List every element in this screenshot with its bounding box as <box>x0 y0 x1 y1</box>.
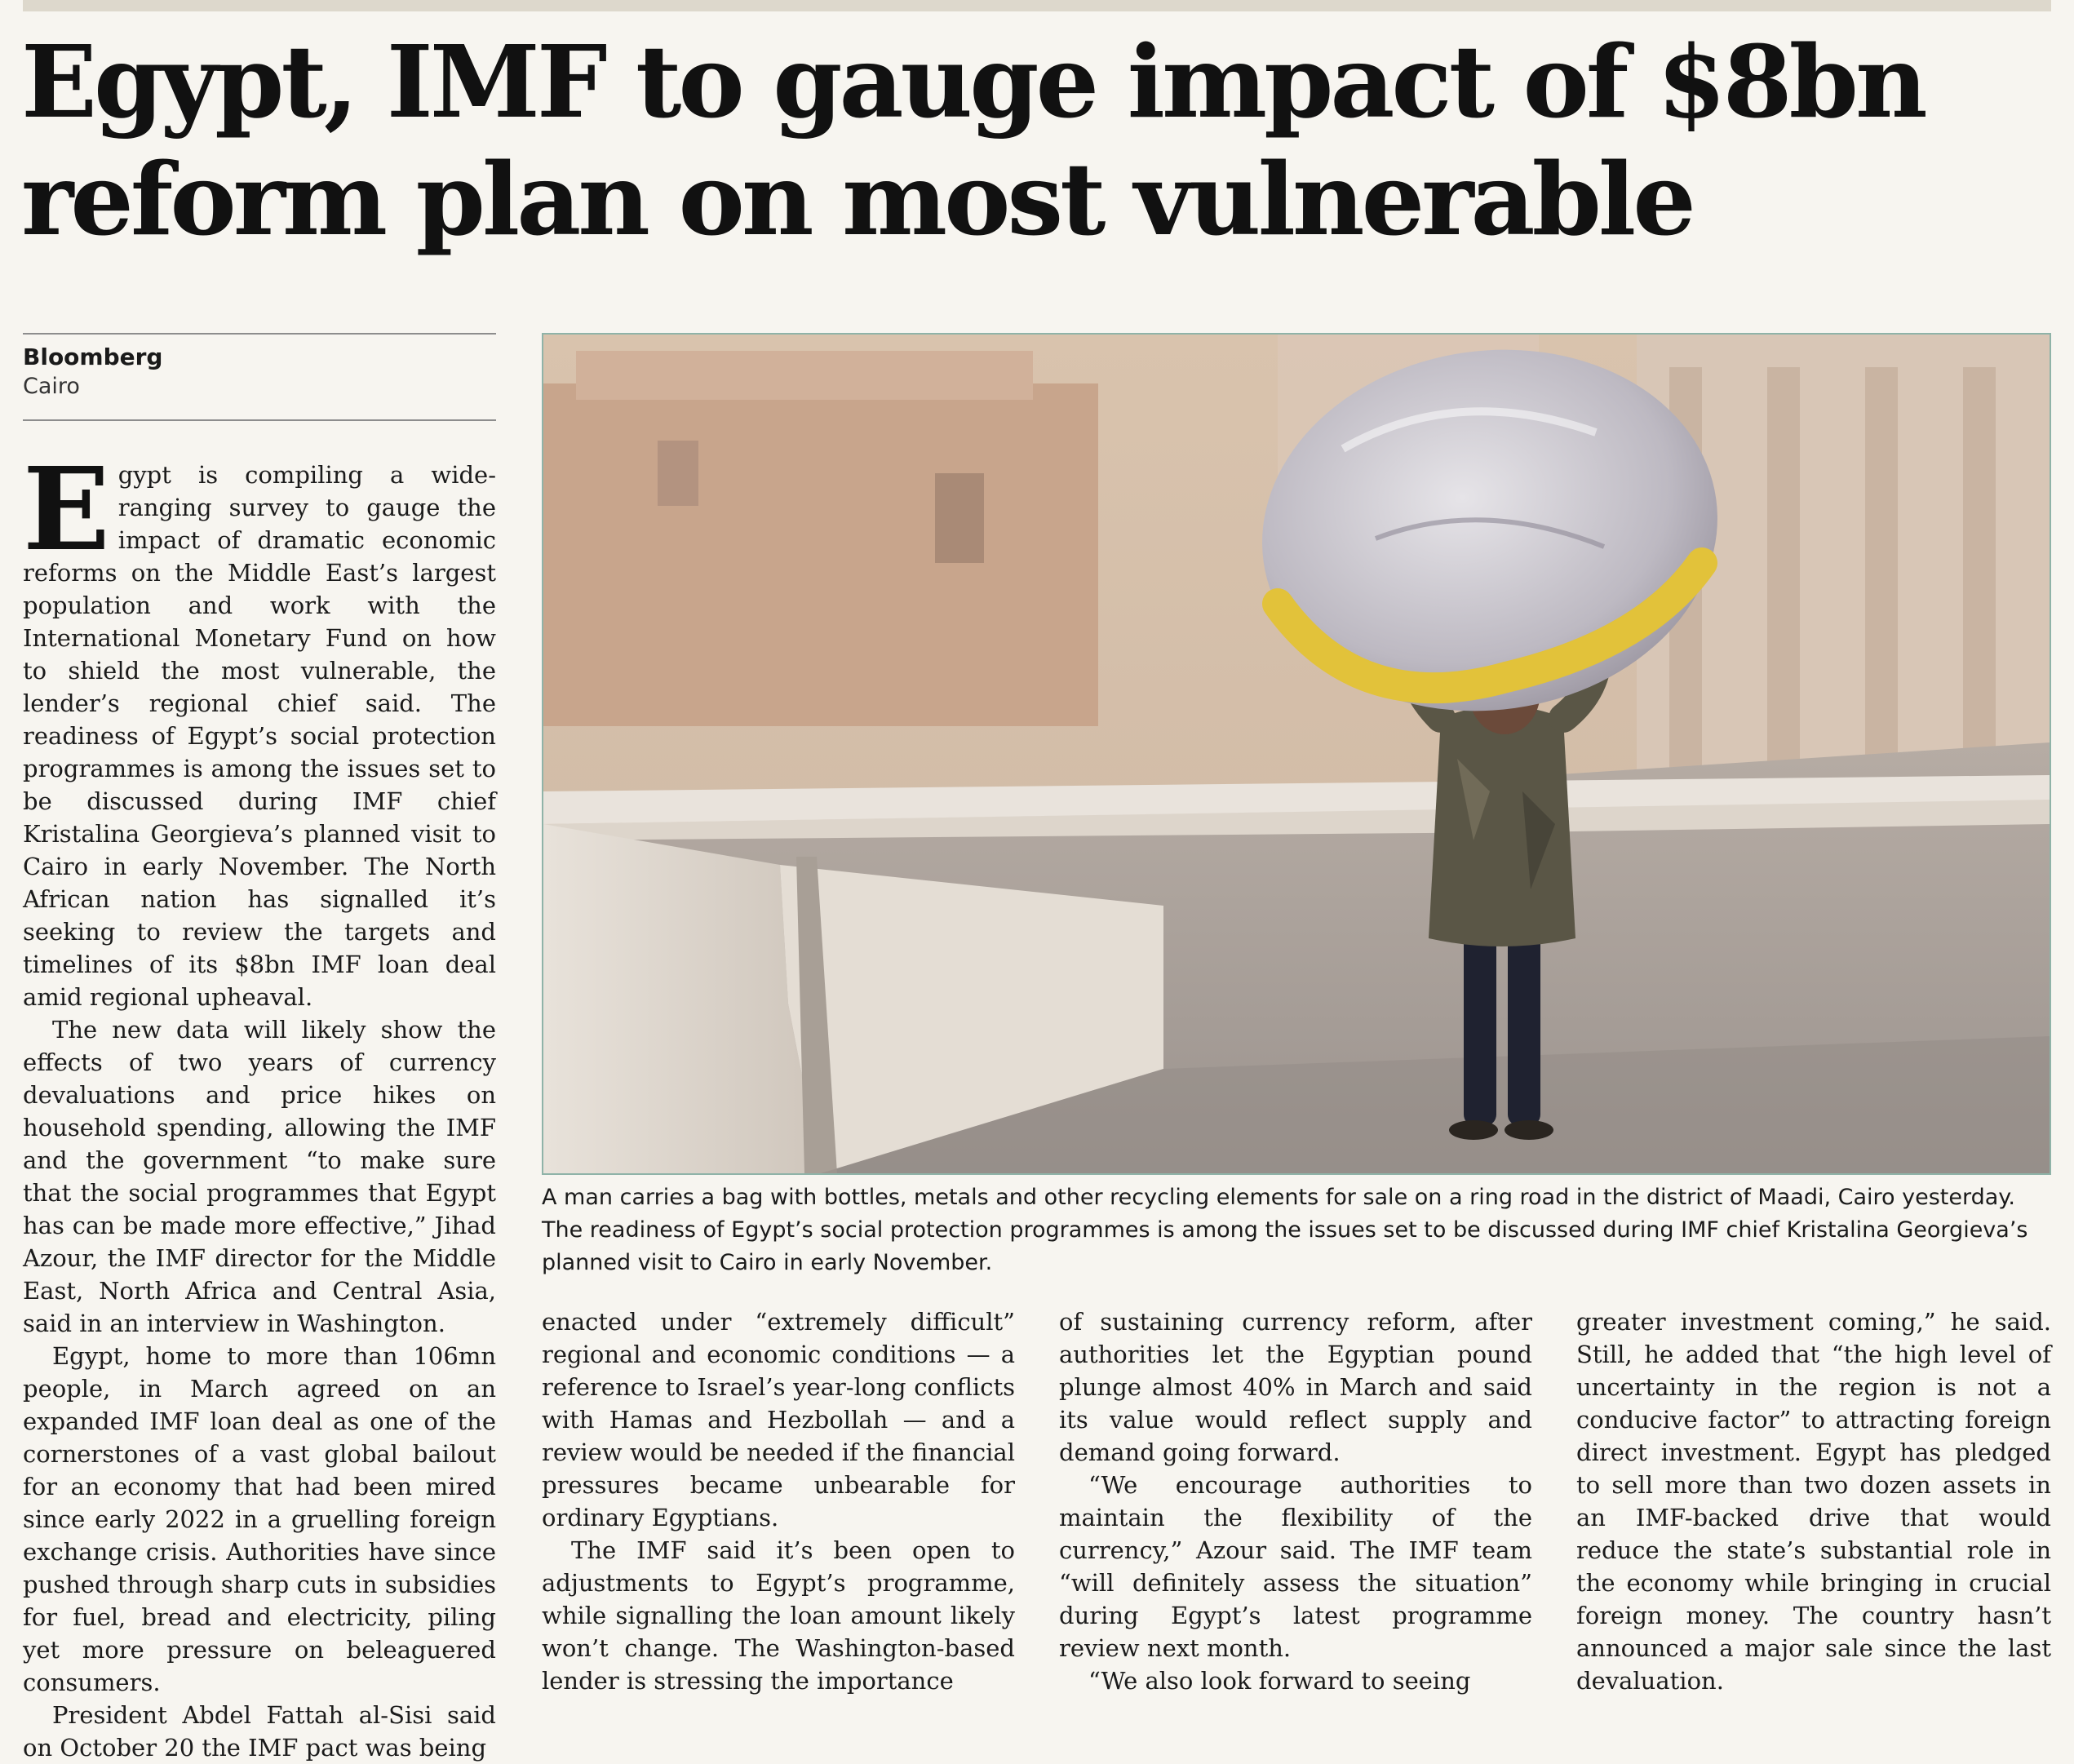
paragraph: Egypt is compiling a wide-ranging survey to gauge the impact of dramatic economic reforms on the Middle East’s largest population and work with the International Monetary Fund on how to shield the most vulnerable, the lender’s regional chief said. The readiness of Egypt’s social protection programmes is among the issues set to be discussed during IMF chief Kristalina Georgieva’s planned visit to Cairo in early November. The North African nation has signalled it’s seeking to review the targets and timelines of its $8bn IMF loan deal amid regional upheaval. <box>23 443 496 1011</box>
article-column-3 <box>1059 1305 1532 1697</box>
paragraph: of sustaining currency reform, after authorities let the Egyptian pound plunge almost 40% in March and said its value would reflect supply and demand going forward. <box>1059 1308 1532 1466</box>
paragraph: greater investment coming,” he said. Still, he added that “the high level of uncertainty in the region is not a conducive factor” to attracting foreign direct investment. Egypt has pledged to sell more than two dozen assets in an IMF-backed drive that would reduce the state’s substantial role in the economy while bringing in crucial foreign money. The country hasn’t announced a major sale since the last devaluation. <box>1576 1308 2051 1695</box>
man-carrying-bag-illustration <box>543 335 2050 1173</box>
news-photo <box>542 333 2051 1175</box>
paragraph: Egypt, home to more than 106mn people, in March agreed on an expanded IMF loan deal as one of the cornerstones of a vast global bailout for an economy that had been mired since early 2022 in a gruelling foreign exchange crisis. Authorities have since pushed through sharp cuts in subsidies for fuel, bread and electricity, piling yet more pressure on beleaguered consumers. <box>23 1342 496 1696</box>
drop-cap: E <box>23 443 110 577</box>
byline-location: Cairo <box>23 374 80 399</box>
byline-agency: Bloomberg <box>23 343 163 370</box>
headline-line-2: reform plan on most vulnerable <box>21 140 1693 258</box>
byline <box>23 343 496 401</box>
photo-caption: A man carries a bag with bottles, metals and other recycling elements for sale on a ring road in the district of Maadi, Cairo yesterday. The readiness of Egypt’s social protection programmes is among the issues set to be discussed during IMF chief Kristalina Georgieva’s planned visit to Cairo in early November. <box>542 1185 2028 1275</box>
headline-line-1: Egypt, IMF to gauge impact of $8bn <box>21 23 1925 140</box>
article-column-1 <box>23 443 496 1764</box>
paragraph: “We also look forward to seeing <box>1088 1667 1471 1695</box>
paragraph: “We encourage authorities to maintain the flexibility of the currency,” Azour said. The IMF team “will definitely assess the situation” during Egypt’s latest programme review next month. <box>1059 1471 1532 1662</box>
article-column-4 <box>1576 1305 2051 1697</box>
paragraph: The IMF said it’s been open to adjustments to Egypt’s programme, while signalling the loan amount likely won’t change. The Washington-based lender is stressing the importance <box>542 1536 1015 1695</box>
top-rule-bar <box>23 0 2051 11</box>
byline-bottom-rule <box>23 419 496 421</box>
headline <box>21 23 2053 258</box>
paragraph: enacted under “extremely difficult” regional and economic conditions — a reference to Israel’s year-long conflicts with Hamas and Hezbollah — and a review would be needed if the financial pressures became unbearable for ordinary Egyptians. <box>542 1308 1015 1531</box>
paragraph: The new data will likely show the effects of two years of currency devaluations and price hikes on household spending, allowing the IMF and the government “to make sure that the social programmes that Egypt has can be made more effective,” Jihad Azour, the IMF director for the Middle East, North Africa and Central Asia, said in an interview in Washington. <box>23 1016 496 1337</box>
paragraph: President Abdel Fattah al-Sisi said on October 20 the IMF pact was being <box>23 1701 496 1762</box>
article-column-2 <box>542 1305 1015 1697</box>
byline-top-rule <box>23 333 496 335</box>
